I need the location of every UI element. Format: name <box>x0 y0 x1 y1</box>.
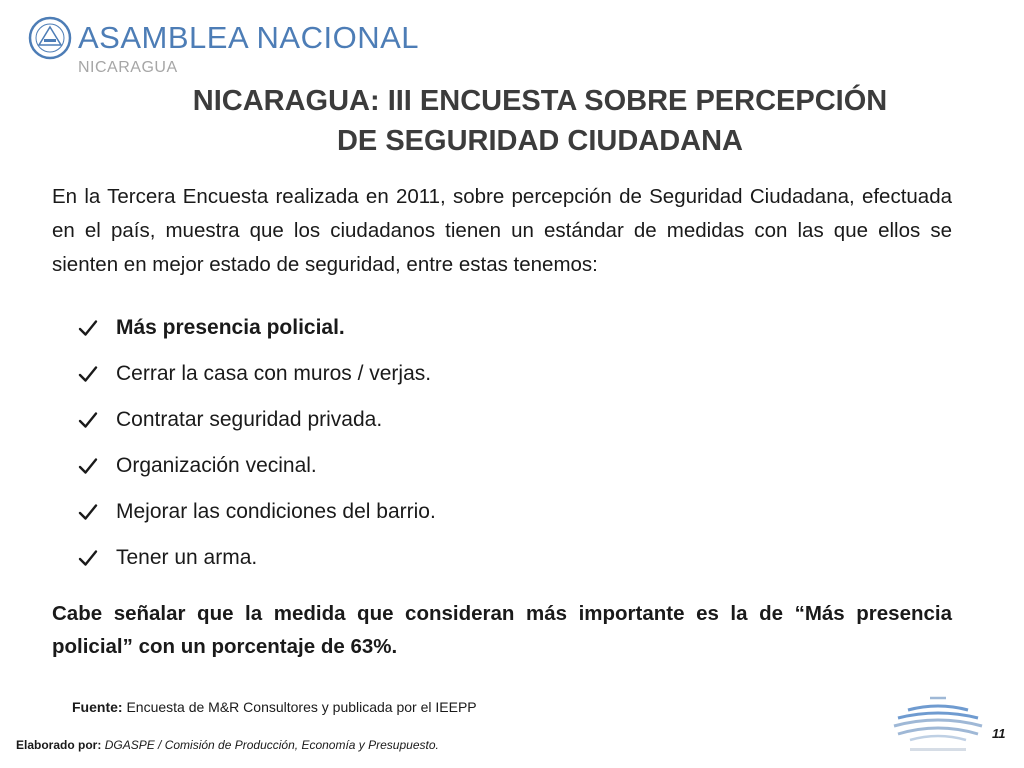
checkmark-icon <box>78 548 98 568</box>
measure-label: Tener un arma. <box>116 546 258 569</box>
logo-subtitle: NICARAGUA <box>78 59 178 76</box>
measure-label: Organización vecinal. <box>116 454 317 477</box>
source-text: Encuesta de M&R Consultores y publicada por el IEEPP <box>126 699 477 715</box>
checkmark-icon <box>78 456 98 476</box>
list-item <box>78 443 436 489</box>
intro-paragraph: En la Tercera Encuesta realizada en 2011, sobre percepción de Seguridad Ciudadana, efectuada en el país, muestra que los ciudadanos tienen un estándar de medidas con las que ellos se sienten en mejor estado de seguridad, entre estas tenemos: <box>52 185 952 276</box>
measures-list <box>78 305 436 581</box>
logo-title: ASAMBLEA NACIONAL <box>78 20 420 55</box>
measure-label: Más presencia policial. <box>116 316 345 339</box>
slide-title-line-2: DE SEGURIDAD CIUDADANA <box>336 125 743 157</box>
source-note <box>72 699 477 715</box>
checkmark-icon <box>78 364 98 384</box>
credit-label: Elaborado por: <box>16 738 102 752</box>
checkmark-icon <box>78 502 98 522</box>
credit-text: DGASPE / Comisión de Producción, Economía y Presupuesto. <box>104 738 439 752</box>
measure-label: Mejorar las condiciones del barrio. <box>116 500 436 523</box>
assembly-logo <box>26 14 420 78</box>
slide-title-line-1: NICARAGUA: III ENCUESTA SOBRE PERCEPCIÓN <box>192 85 888 117</box>
list-item <box>78 397 436 443</box>
national-seal-icon <box>28 16 72 60</box>
assembly-chamber-icon <box>890 690 986 756</box>
checkmark-icon <box>78 318 98 338</box>
page-number: 11 <box>992 726 1006 741</box>
list-item <box>78 489 436 535</box>
list-item <box>78 535 436 581</box>
list-item <box>78 305 436 351</box>
conclusion-paragraph: Cabe señalar que la medida que consideran más importante es la de “Más presencia policial” con un porcentaje de 63%. <box>52 602 952 658</box>
credit-note <box>16 738 439 752</box>
measure-label: Contratar seguridad privada. <box>116 408 383 431</box>
checkmark-icon <box>78 410 98 430</box>
measure-label: Cerrar la casa con muros / verjas. <box>116 362 432 385</box>
source-label: Fuente: <box>72 699 123 715</box>
list-item <box>78 351 436 397</box>
